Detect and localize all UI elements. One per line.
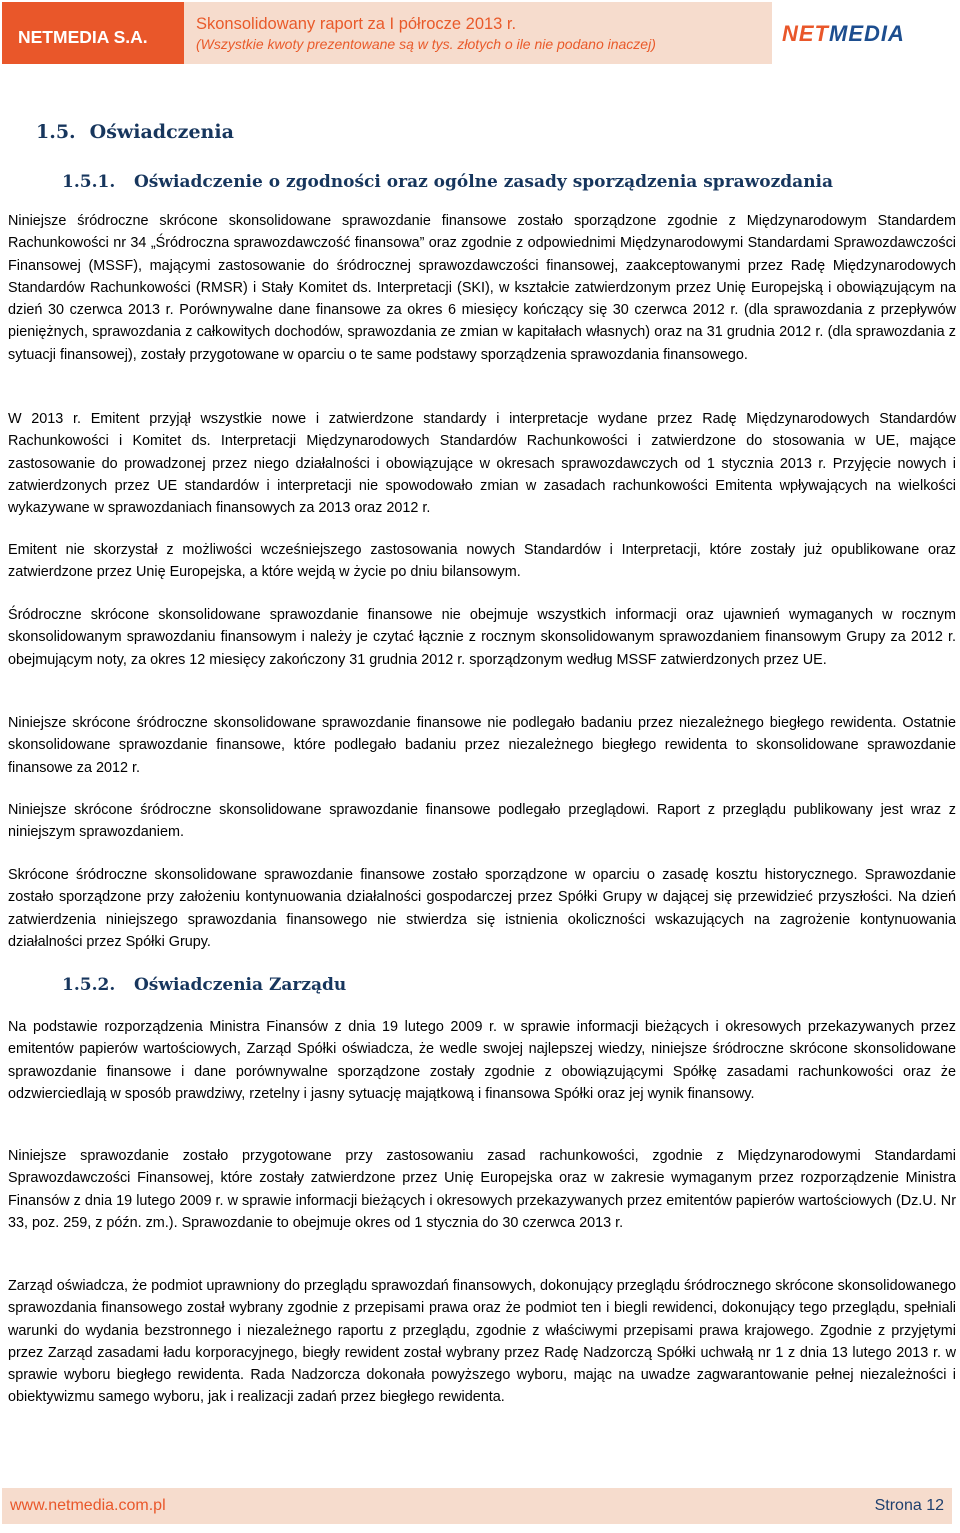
paragraph: Niniejsze skrócone śródroczne skonsolidowane sprawozdanie finansowe nie podlegało badaniu przez niezależnego biegłego rewidenta. Ostatnie skonsolidowane sprawozdanie finansowe, które podlegało badaniu przez niezależnego biegłego rewidenta to skonsolidowane sprawozdanie finansowe za 2012 r.: [8, 715, 956, 776]
subsection-number-1: 1.5.1.: [62, 172, 116, 192]
subsection-title-1: Oświadczenie o zgodności oraz ogólne zasady sporządzenia sprawozdania: [134, 172, 834, 192]
section-number: 1.5.: [36, 121, 76, 143]
header-titles: [184, 2, 656, 64]
page-header: [2, 2, 772, 64]
paragraph: Niniejsze skrócone śródroczne skonsolidowane sprawozdanie finansowe podlegało przeglądowi. Raport z przeglądu publikowany jest wraz z niniejszym sprawozdaniem.: [8, 802, 956, 841]
subsection-heading-2: [62, 975, 346, 995]
logo-part-media: MEDIA: [829, 21, 905, 46]
section-heading: [36, 121, 234, 143]
paragraph: Niniejsze sprawozdanie zostało przygotowane przy zastosowaniu zasad rachunkowości, zgodnie z Międzynarodowymi Standardami Sprawozdawczości Finansowej, które zostały zatwierdzone przez Unię Europejska oraz w zakresie wymaganym przez rozporządzenie Ministra Finansów z dnia 19 lutego 2009 r. w sprawie informacji bieżących i okresowych przekazywanych przez emitentów papierów wartościowych (Dz.U. Nr 33, poz. 259, z późn. zm.). Sprawozdanie to obejmuje okres od 1 stycznia do 30 czerwca 2013 r.: [8, 1148, 956, 1231]
paragraph: Zarząd oświadcza, że podmiot uprawniony do przeglądu sprawozdań finansowych, dokonujący przeglądu śródrocznego skrócone skonsolidowanego sprawozdania finansowego został wybrany zgodnie z przepisami prawa oraz że podmiot ten i biegli rewidenci, dokonujący tego przeglądu, spełniali warunki do wydania bezstronnego i niezależnego raportu z przeglądu, zgodnie z właściwymi przepisami prawa krajowego. Zgodnie z przyjętymi przez Zarząd zasadami ładu korporacyjnego, biegły rewident został wybrany przez Radę Nadzorczą Spółki uchwałą nr 1 z dnia 13 lutego 2013 r. w sprawie wyboru biegłego rewidenta. Rada Nadzorcza dokonała powyższego wyboru, mając na uwadze zagwarantowanie pełnej niezależności i obiektywizmu samego wyboru, jak i realizacji zadań przez biegłego rewidenta.: [8, 1278, 956, 1406]
paragraph: Na podstawie rozporządzenia Ministra Finansów z dnia 19 lutego 2009 r. w sprawie informacji bieżących i okresowych przekazywanych przez emitentów papierów wartościowych, Zarząd Spółki oświadcza, że wedle swojej najlepszej wiedzy, niniejsze śródroczne skrócone skonsolidowane sprawozdanie finansowe i dane porównywalne sporządzone zostały zgodnie z obowiązującymi Spółkę zasadami rachunkowości oraz że odzwierciedlają w sposób prawdziwy, rzetelny i jasny sytuację majątkową i finansowa Spółki oraz jej wynik finansowy.: [8, 1019, 956, 1102]
paragraph: Emitent nie skorzystał z możliwości wcześniejszego zastosowania nowych Standardów i Interpretacji, które zostały już opublikowane oraz zatwierdzone przez Unię Europejska, a które wejdą w życie po dniu bilansowym.: [8, 542, 956, 581]
netmedia-logo: [782, 20, 952, 48]
footer-url-link[interactable]: www.netmedia.com.pl: [10, 1497, 166, 1514]
logo-part-net: NET: [782, 21, 829, 46]
paragraph: W 2013 r. Emitent przyjął wszystkie nowe i zatwierdzone standardy i interpretacje wydane przez Radę Międzynarodowych Standardów Rachunkowości i Komitet ds. Interpretacji Międzynarodowych Standardów Rachunkowości i zatwierdzone do stosowania w UE, mające zastosowanie do prowadzonej przez niego działalności i obowiązujące w okresach sprawozdawczych od 1 stycznia 2013 r. Przyjęcie nowych i zatwierdzonych przez UE standardów i interpretacji nie spowodowało zmian w zasadach rachunkowości Emitenta wpływających na wielkości wykazywane w sprawozdaniach finansowych za 2013 oraz 2012 r.: [8, 411, 956, 517]
paragraph: Niniejsze śródroczne skrócone skonsolidowane sprawozdanie finansowe zostało sporządzone zgodnie z Międzynarodowym Standardem Rachunkowości nr 34 „Śródroczna sprawozdawczość finansowa” oraz zgodnie z odpowiednimi Międzynarodowymi Standardami Sprawozdawczości Finansowej (MSSF), mającymi zastosowanie do śródrocznej sprawozdawczości finansowej, zaakceptowanymi przez Radę Międzynarodowych Standardów Rachunkowości (RMSR) i Stały Komitet ds. Interpretacji (SKI), w kształcie zatwierdzonym przez Unię Europejską i obowiązującym na dzień 30 czerwca 2013 r. Porównywalne dane finansowe za okres 6 miesięcy kończący się 30 czerwca 2012 r. (dla sprawozdania z przepływów pieniężnych, sprawozdania z całkowitych dochodów, sprawozdania ze zmian w kapitałach własnych) oraz na 31 grudnia 2012 r. (dla sprawozdania z sytuacji finansowej), zostały przygotowane w oparciu o te same podstawy sporządzenia sprawozdania finansowego.: [8, 213, 956, 363]
paragraph: Śródroczne skrócone skonsolidowane sprawozdanie finansowe nie obejmuje wszystkich informacji oraz ujawnień wymaganych w rocznym skonsolidowanym sprawozdaniu finansowym i należy je czytać łącznie z rocznym skonsolidowanym sprawozdaniem finansowym Grupy za 2012 r. obejmującym noty, za okres 12 miesięcy zakończony 31 grudnia 2012 r. sporządzonym według MSSF zatwierdzonych przez UE.: [8, 607, 956, 668]
page-footer: [2, 1488, 952, 1524]
subsection-title-2: Oświadczenia Zarządu: [134, 975, 347, 995]
company-name: NETMEDIA S.A.: [2, 2, 184, 64]
subsection-number-2: 1.5.2.: [62, 975, 116, 995]
report-title: Skonsolidowany raport za I półrocze 2013 r.: [196, 15, 517, 33]
report-subtitle: (Wszystkie kwoty prezentowane są w tys. złotych o ile nie podano inaczej): [196, 36, 656, 52]
section-title: Oświadczenia: [89, 121, 234, 143]
page-number: Strona 12: [874, 1497, 944, 1514]
subsection-heading-1: [62, 172, 833, 192]
paragraph: Skrócone śródroczne skonsolidowane sprawozdanie finansowe zostało sporządzone w oparciu o zasadę kosztu historycznego. Sprawozdanie zostało sporządzone przy założeniu kontynuowania działalności gospodarczej przez Spółki Grupy w dającej się przewidzieć przyszłości. Na dzień zatwierdzenia niniejszego sprawozdania finansowego nie stwierdza się istnienia okoliczności wskazujących na zagrożenie kontynuowania działalności przez Spółki Grupy.: [8, 867, 956, 950]
